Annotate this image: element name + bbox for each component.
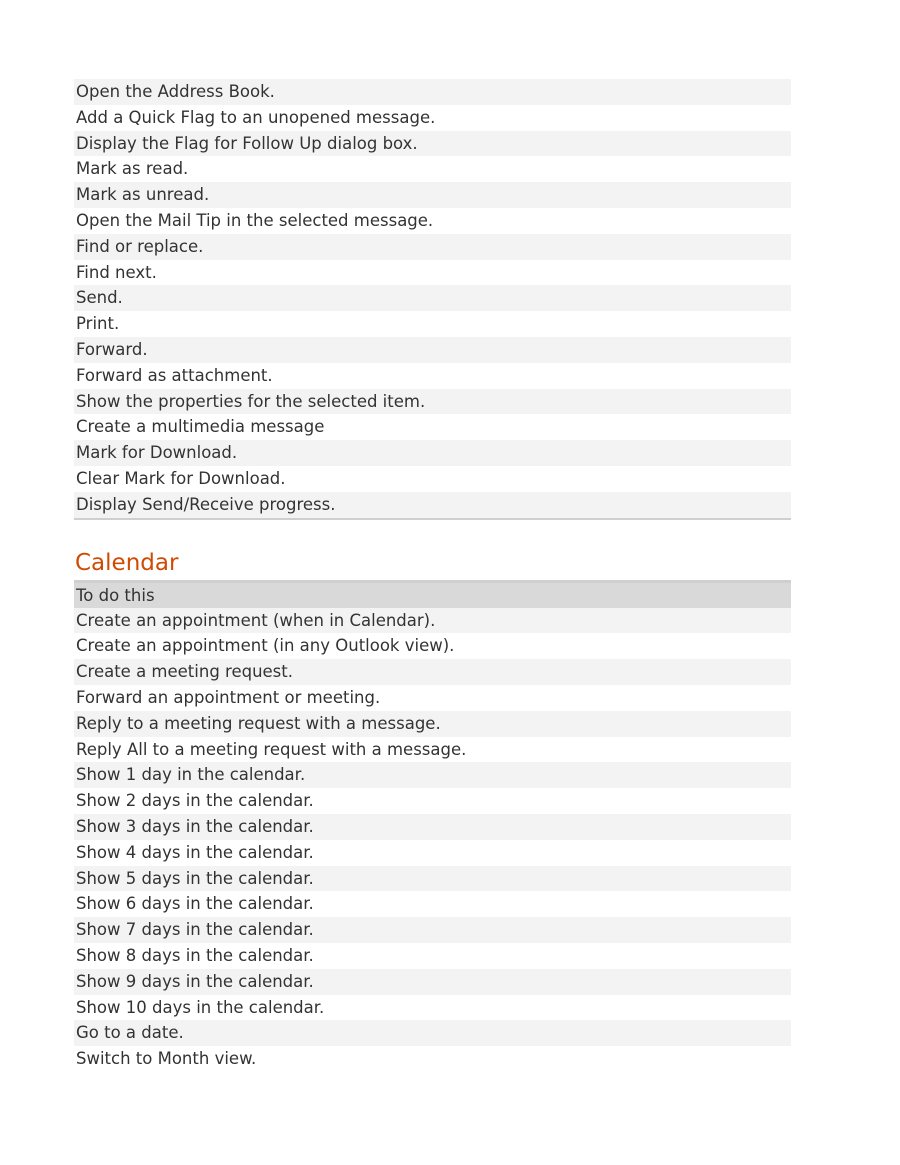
table-row: Find next. <box>74 260 791 286</box>
table-row: Clear Mark for Download. <box>74 466 791 492</box>
document-content <box>74 79 791 1072</box>
table-row: Mark as read. <box>74 156 791 182</box>
table-row: Mark as unread. <box>74 182 791 208</box>
calendar-shortcuts-table <box>74 580 791 1072</box>
table-row: Show 10 days in the calendar. <box>74 995 791 1021</box>
table-row: Create an appointment (when in Calendar). <box>74 608 791 634</box>
table-row: Forward. <box>74 337 791 363</box>
table-row: Show 1 day in the calendar. <box>74 762 791 788</box>
table-row: Open the Address Book. <box>74 79 791 105</box>
table-row: Display Send/Receive progress. <box>74 492 791 518</box>
table-row: Create a multimedia message <box>74 414 791 440</box>
table-row: Show 7 days in the calendar. <box>74 917 791 943</box>
table-row: Mark for Download. <box>74 440 791 466</box>
table-row: Reply All to a meeting request with a message. <box>74 737 791 763</box>
calendar-section-title: Calendar <box>75 549 179 576</box>
table-row: Show 5 days in the calendar. <box>74 866 791 892</box>
table-row: Go to a date. <box>74 1020 791 1046</box>
table-header-to-do-this: To do this <box>74 580 791 608</box>
table-row: Show 3 days in the calendar. <box>74 814 791 840</box>
table-row: Show the properties for the selected item. <box>74 389 791 415</box>
table-row: Show 9 days in the calendar. <box>74 969 791 995</box>
table-divider <box>74 518 791 520</box>
table-row: Show 8 days in the calendar. <box>74 943 791 969</box>
table-row: Switch to Month view. <box>74 1046 791 1072</box>
table-row: Print. <box>74 311 791 337</box>
table-row: Show 2 days in the calendar. <box>74 788 791 814</box>
table-row: Create a meeting request. <box>74 659 791 685</box>
table-row: Forward as attachment. <box>74 363 791 389</box>
table-row: Reply to a meeting request with a message. <box>74 711 791 737</box>
table-row: Open the Mail Tip in the selected message. <box>74 208 791 234</box>
mail-shortcuts-table <box>74 79 791 518</box>
table-row: Forward an appointment or meeting. <box>74 685 791 711</box>
table-row: Send. <box>74 285 791 311</box>
table-row: Show 6 days in the calendar. <box>74 891 791 917</box>
table-row: Create an appointment (in any Outlook view). <box>74 633 791 659</box>
table-row: Find or replace. <box>74 234 791 260</box>
table-row: Show 4 days in the calendar. <box>74 840 791 866</box>
table-row: Add a Quick Flag to an unopened message. <box>74 105 791 131</box>
table-row: Display the Flag for Follow Up dialog box. <box>74 131 791 157</box>
